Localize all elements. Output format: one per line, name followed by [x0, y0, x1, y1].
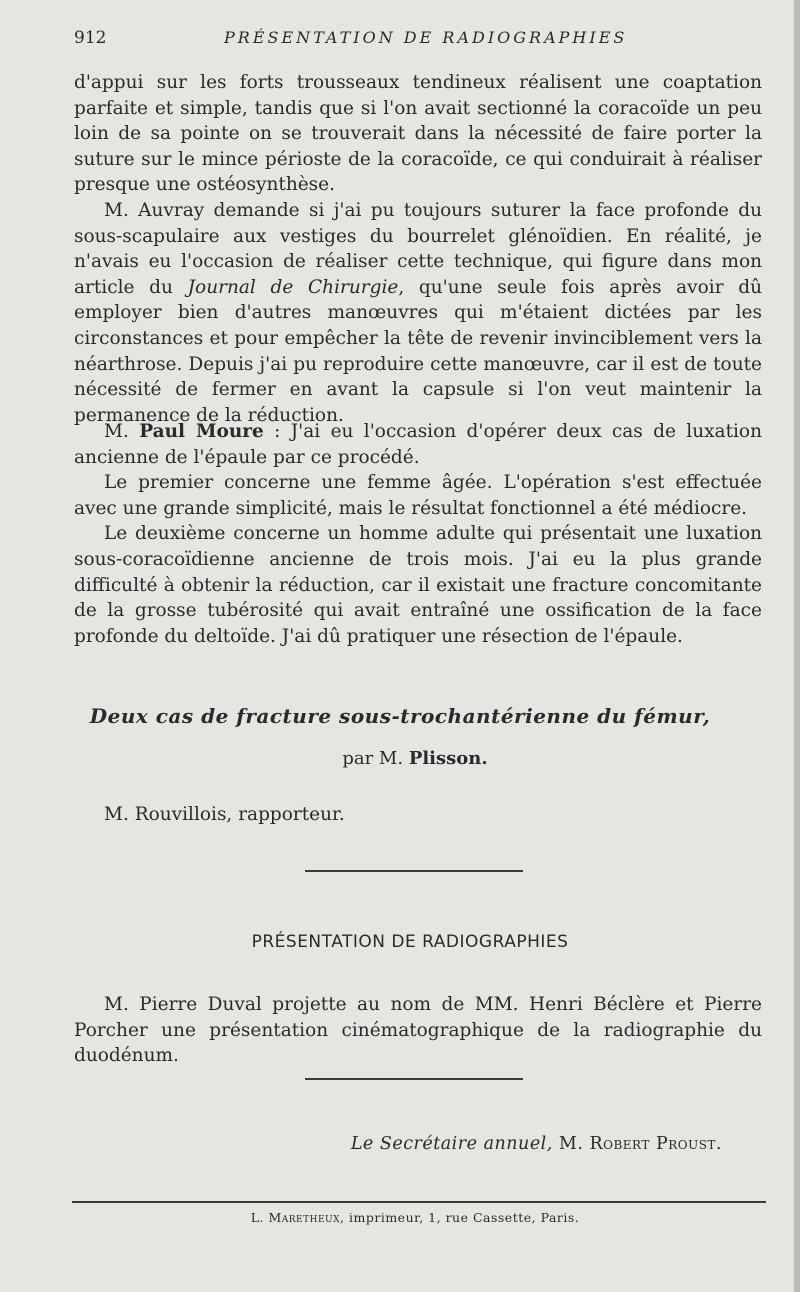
printer-imprint [0, 1210, 800, 1225]
journal-title: Journal de Chirurgie [187, 276, 399, 298]
signature-name: M. Robert Proust. [558, 1134, 722, 1154]
continued-discussion [74, 70, 762, 428]
running-header [74, 24, 760, 52]
auvray-text-a: M. Auvray demande si j'ai pu toujours suturer la face profonde du sous-scapulaire aux vestiges du bourrelet glénoïdien. En réalité, je n'avais eu l'occasion de réaliser cette technique, qui figure dans mon article du [74, 199, 762, 298]
paragraph-second-case: Le deuxième concerne un homme adulte qui présentait une luxation sous-coracoïdienne ancienne de trois mois. J'ai eu la plus grande difficulté à obtenir la réduction, car il existait une fracture concomitante de la grosse tubérosité qui avait entraîné une ossification de la face profonde du deltoïde. J'ai dû pratiquer une résection de l'épaule. [74, 523, 762, 647]
signature-role: Le Secrétaire annuel, [350, 1134, 553, 1154]
author-name: Plisson. [408, 748, 488, 769]
article-author [0, 748, 800, 769]
paragraph-coaptation: d'appui sur les forts trousseaux tendineux réalisent une coaptation parfaite et simple, tandis que si l'on avait sectionné la coracoïde un peu loin de sa pointe on se trouverait dans la nécessité de faire porter la suture sur le mince périoste de la coracoïde, ce qui conduirait à réaliser presque une ostéosynthèse. [74, 72, 762, 196]
article-title: Deux cas de fracture sous-trochantérienne du fémur, [89, 704, 711, 728]
radiography-section [74, 992, 762, 1069]
paragraph-moure [74, 419, 762, 470]
page-number: 912 [74, 28, 107, 48]
rapporteur-line: M. Rouvillois, rapporteur. [104, 804, 345, 825]
paragraph-first-case: Le premier concerne une femme âgée. L'opération s'est effectuée avec une grande simplicité, mais le résultat fonctionnel a été médiocre. [74, 472, 762, 519]
paragraph-auvray [74, 198, 762, 428]
printer-name: Maretheux [268, 1210, 341, 1225]
footer-rule [72, 1201, 766, 1203]
moure-intervention [74, 419, 762, 649]
imprint-prefix: L. [250, 1210, 269, 1225]
signature [351, 1134, 722, 1154]
author-prefix: par M. [342, 748, 409, 769]
running-title: PRÉSENTATION DE RADIOGRAPHIES [224, 28, 628, 47]
moure-text: : J'ai eu l'occasion d'opérer deux cas de luxation ancienne de l'épaule par ce procédé. [74, 421, 762, 468]
moure-prefix: M. [104, 421, 140, 442]
imprint-address: , imprimeur, 1, rue Cassette, Paris. [340, 1210, 580, 1225]
section-heading: PRÉSENTATION DE RADIOGRAPHIES [251, 932, 569, 952]
page-edge [794, 0, 800, 1292]
paragraph-duval: M. Pierre Duval projette au nom de MM. Henri Béclère et Pierre Porcher une présentation cinématographique de la radiographie du duodénum. [74, 994, 762, 1067]
auvray-text-b: , qu'une seule fois après avoir dû employer bien d'autres manœuvres qui m'étaient dictées par les circonstances et pour empêcher la tête de revenir invinciblement vers la néarthrose. Depuis j'ai pu reproduire cette manœuvre, car il est de toute nécessité de fermer en avant la capsule si l'on veut maintenir la permanence de la réduction. [74, 276, 763, 426]
separator-rule [305, 1078, 523, 1080]
separator-rule [305, 870, 523, 872]
speaker-name: Paul Moure [139, 421, 264, 442]
